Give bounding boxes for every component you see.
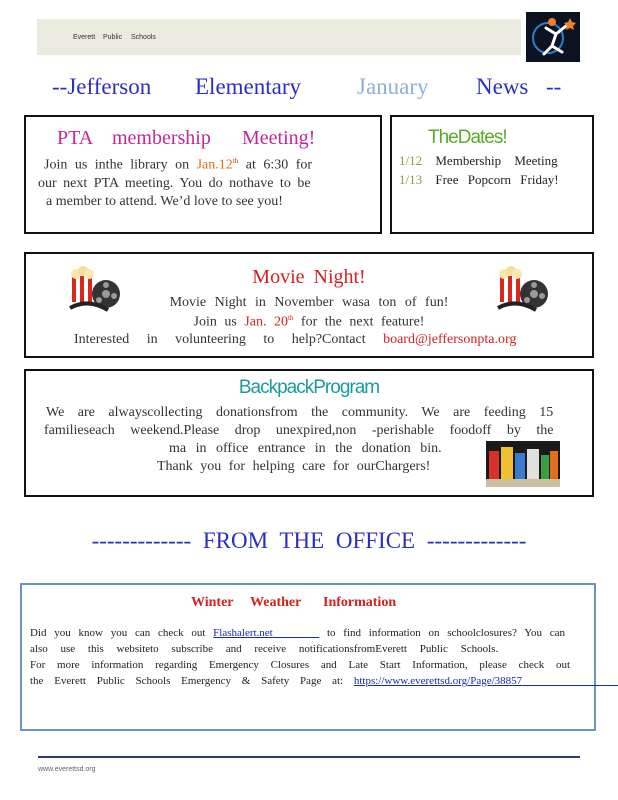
- dates-item: 1/13 Free Popcorn Friday!: [399, 172, 559, 187]
- movie-date: Jan. 20: [244, 314, 288, 330]
- footer-rule: [38, 756, 580, 758]
- title-part: News: [476, 74, 529, 99]
- district-word: Everett: [73, 34, 96, 41]
- office-heading: ------------- FROM THE OFFICE -------------: [91, 528, 527, 553]
- backpack-title: BackpackProgram: [238, 377, 380, 398]
- dates-item: 1/12 Membership Meeting: [399, 153, 558, 168]
- movie-line: Movie Night in November wasa ton of fun!: [169, 295, 449, 310]
- winter-weather-box: [20, 583, 596, 731]
- dates-title: TheDates!: [428, 127, 507, 148]
- newsletter-title: [0, 74, 618, 104]
- dates-box: [390, 115, 594, 234]
- title-part: Elementary: [195, 74, 302, 99]
- winter-line: For more information regarding Emergency Closures and Late Start Information, please check out: [30, 659, 571, 671]
- flashalert-link[interactable]: Flashalert.net: [213, 627, 273, 639]
- movie-line: Join us Jan. 20th for the next feature!: [193, 314, 425, 330]
- runner-logo-icon: [526, 12, 580, 62]
- pta-line: Join us inthe library on Jan.12th at 6:30 for: [44, 157, 313, 173]
- email-link[interactable]: board@jeffersonpta.org: [383, 332, 517, 347]
- district-word: Public: [103, 34, 123, 41]
- backpack-line: Thank you for helping care for ourChargers!: [157, 459, 431, 474]
- title-dash: --: [546, 74, 562, 99]
- safety-page-link[interactable]: https://www.everettsd.org/Page/38857: [353, 675, 523, 687]
- pta-title-word: membership: [112, 127, 211, 149]
- pta-line: our next PTA meeting. You do nothave to be: [38, 176, 311, 191]
- footer-url[interactable]: www.everettsd.org: [38, 766, 96, 773]
- winter-title-word: Information: [323, 595, 397, 610]
- pta-box: [24, 115, 382, 234]
- movie-box: [24, 252, 594, 358]
- backpack-line: ma in office entrance in the donation bin.: [169, 441, 442, 456]
- pta-title-word: Meeting!: [242, 127, 316, 149]
- pta-title-word: PTA: [57, 127, 94, 149]
- winter-title-word: Weather: [250, 595, 302, 610]
- pta-date: Jan.12: [196, 157, 233, 173]
- backpack-line: familieseach weekend.Please drop unexpired,non -perishable foodoff by the: [44, 423, 554, 438]
- title-month: January: [357, 74, 429, 99]
- winter-line: also use this websiteto subscribe and receive notificationsfromEverett Public Schools.: [30, 643, 499, 655]
- district-word: Schools: [131, 34, 156, 41]
- winter-title-word: Winter: [191, 595, 234, 610]
- movie-title: Movie Night!: [252, 266, 366, 288]
- winter-line: Did you know you can check out Flashalert.net to find information on schoolclosures? You can: [30, 627, 566, 639]
- food-donations-image: [486, 441, 560, 487]
- backpack-line: We are alwayscollecting donationsfrom the community. We are feeding 15: [46, 405, 554, 420]
- backpack-box: [24, 369, 594, 497]
- movie-line: Interested in volunteering to help?Contact board@jeffersonpta.org: [74, 332, 517, 347]
- winter-line: the Everett Public Schools Emergency & Safety Page at: https://www.everettsd.org/Page/38857: [30, 675, 523, 687]
- title-part: --Jefferson: [52, 74, 152, 99]
- pta-line: a member to attend. We’d love to see you!: [46, 194, 283, 209]
